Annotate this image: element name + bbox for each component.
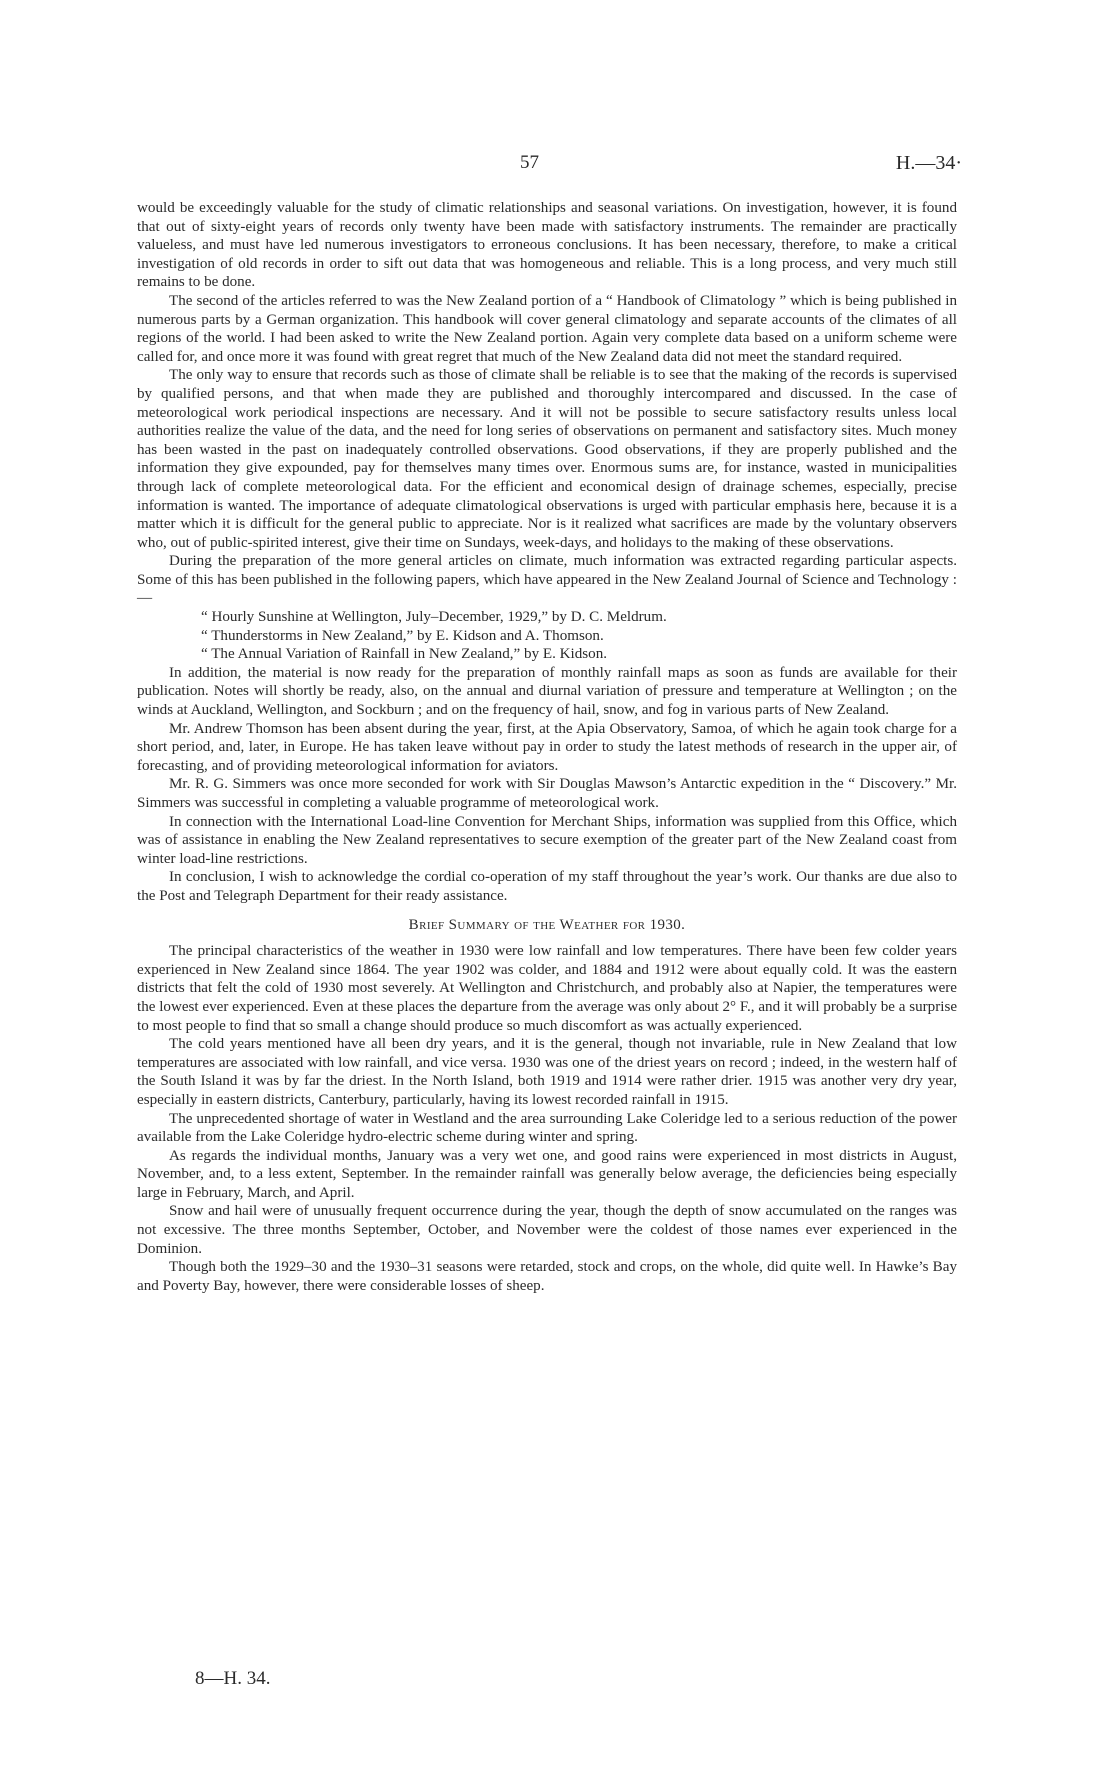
paragraph: would be exceedingly valuable for the study of climatic relationships and seasonal variations. On investigation, however, it is found that out of sixty-eight years of records only twenty have been made with satisfactory instruments. The remainder are practically valueless, and must have led numerous investigators to erroneous conclusions. It has been necessary, therefore, to make a critical investigation of old records in order to sift out data that was homogeneous and reliable. This is a long process, and very much still remains to be done. — [137, 200, 957, 291]
summary-paragraph: Snow and hail were of unusually frequent occurrence during the year, though the depth of snow accumulated on the ranges was not excessive. The three months September, October, and November were the coldest of those names ever experienced in the Dominion. — [137, 1203, 957, 1257]
summary-paragraph: The principal characteristics of the weather in 1930 were low rainfall and low temperatures. There have been few colder years experienced in New Zealand since 1864. The year 1902 was colder, and 1884 and 1912 were about equally cold. It was the eastern districts that felt the cold of 1930 most severely. At Wellington and Christchurch, and probably also at Napier, the temperatures were the lowest ever experienced. Even at these places the departure from the average was only about 2° F., and it will probably be a surprise to most people to find that so small a change should produce so much discomfort as was actually experienced. — [137, 943, 958, 1034]
paragraph: Mr. Andrew Thomson has been absent during the year, first, at the Apia Observatory, Samoa, of which he again took charge for a short period, and, later, in Europe. He has taken leave without pay in order to study the latest methods of research in the upper air, of forecasting, and of providing meteorological information for aviators. — [137, 720, 957, 774]
paragraph: The only way to ensure that records such as those of climate shall be reliable is to see that the making of the records is supervised by qualified persons, and that when made they are published and thoroughly intercompared and discussed. In the case of meteorological work periodical inspections are necessary. And it will not be possible to secure satisfactory results unless local authorities realize the value of the data, and the need for long series of observations on permanent and satisfactory sites. Much money has been wasted in the past on inadequately controlled observations. Good observations, if they are properly published and the information they give expounded, pay for themselves many times over. Enormous sums are, for instance, wasted in municipalities through lack of complete meteorological data. For the efficient and economical design of drainage schemes, especially, precise information is wanted. The importance of adequate climatological observations is urged with particular emphasis here, because it is a matter which it is difficult for the general public to appreciate. Nor is it realized what sacrifices are made by the voluntary observers who, out of public-spirited interest, give their time on Sundays, week-days, and holidays to the making of these observations. — [137, 367, 957, 551]
summary-paragraph: Though both the 1929–30 and the 1930–31 seasons were retarded, stock and crops, on the whole, did quite well. In Hawke’s Bay and Poverty Bay, however, there were considerable losses of sheep. — [137, 1259, 957, 1294]
paragraph: Mr. R. G. Simmers was once more seconded for work with Sir Douglas Mawson’s Antarctic expedition in the “ Discovery.” Mr. Simmers was successful in completing a valuable programme of meteorological work. — [137, 776, 957, 811]
paper-citation: “ Hourly Sunshine at Wellington, July–December, 1929,” by D. C. Meldrum. — [201, 609, 667, 626]
summary-paragraph: The unprecedented shortage of water in Westland and the area surrounding Lake Coleridge led to a serious reduction of the power available from the Lake Coleridge hydro-electric scheme during winter and spring. — [137, 1110, 957, 1146]
paragraph: In addition, the material is now ready for the preparation of monthly rainfall maps as soon as funds are available for their publication. Notes will shortly be ready, also, on the annual and diurnal variation of pressure and temperature at Wellington ; on the winds at Auckland, Wellington, and Sockburn ; and on the frequency of hail, snow, and fog in various parts of New Zealand. — [137, 664, 957, 719]
summary-paragraph: As regards the individual months, January was a very wet one, and good rains were experienced in most districts in August, November, and, to a less extent, September. In the remainder rainfall was generally below average, the deficiencies being especially large in February, March, and April. — [137, 1147, 957, 1201]
page-number: 57 — [520, 152, 539, 173]
page-header — [0, 152, 1114, 182]
paragraph: During the preparation of the more general articles on climate, much information was extracted regarding particular aspects. Some of this has been published in the following papers, which have appeared in the New Zealand Journal of Science and Technology :— — [137, 553, 957, 607]
signature-reference: 8—H. 34. — [195, 1668, 271, 1689]
paragraph: The second of the articles referred to was the New Zealand portion of a “ Handbook of Climatology ” which is being published in numerous parts by a German organization. This handbook will cover general climatology and separate accounts of the climates of all regions of the world. I had been asked to write the New Zealand portion. Again very complete data based on a uniform scheme were called for, and once more it was found with great regret that much of the New Zealand data did not meet the standard required. — [137, 292, 957, 365]
document-body — [137, 199, 957, 1295]
paragraph: In conclusion, I wish to acknowledge the cordial co-operation of my staff throughout the year’s work. Our thanks are due also to the Post and Telegraph Department for their ready assistance. — [137, 869, 957, 904]
summary-paragraph: The cold years mentioned have all been dry years, and it is the general, though not invariable, rule in New Zealand that low temperatures are associated with low rainfall, and vice versa. 1930 was one of the driest years on record ; indeed, in the western half of the South Island it was by far the driest. In the North Island, both 1919 and 1914 were rather drier. 1915 was another very dry year, especially in eastern districts, Canterbury, particularly, having its lowest recorded rainfall in 1915. — [137, 1036, 957, 1108]
document-reference: H.—34· — [895, 152, 962, 174]
paragraph: In connection with the International Load-line Convention for Merchant Ships, information was supplied from this Office, which was of assistance in enabling the New Zealand representatives to secure exemption of the greater part of the New Zealand coast from winter load-line restrictions. — [137, 813, 957, 867]
paper-citation: “ The Annual Variation of Rainfall in New Zealand,” by E. Kidson. — [201, 646, 608, 663]
paper-citation: “ Thunderstorms in New Zealand,” by E. Kidson and A. Thomson. — [201, 627, 604, 644]
section-heading: Brief Summary of the Weather for 1930. — [408, 916, 686, 933]
